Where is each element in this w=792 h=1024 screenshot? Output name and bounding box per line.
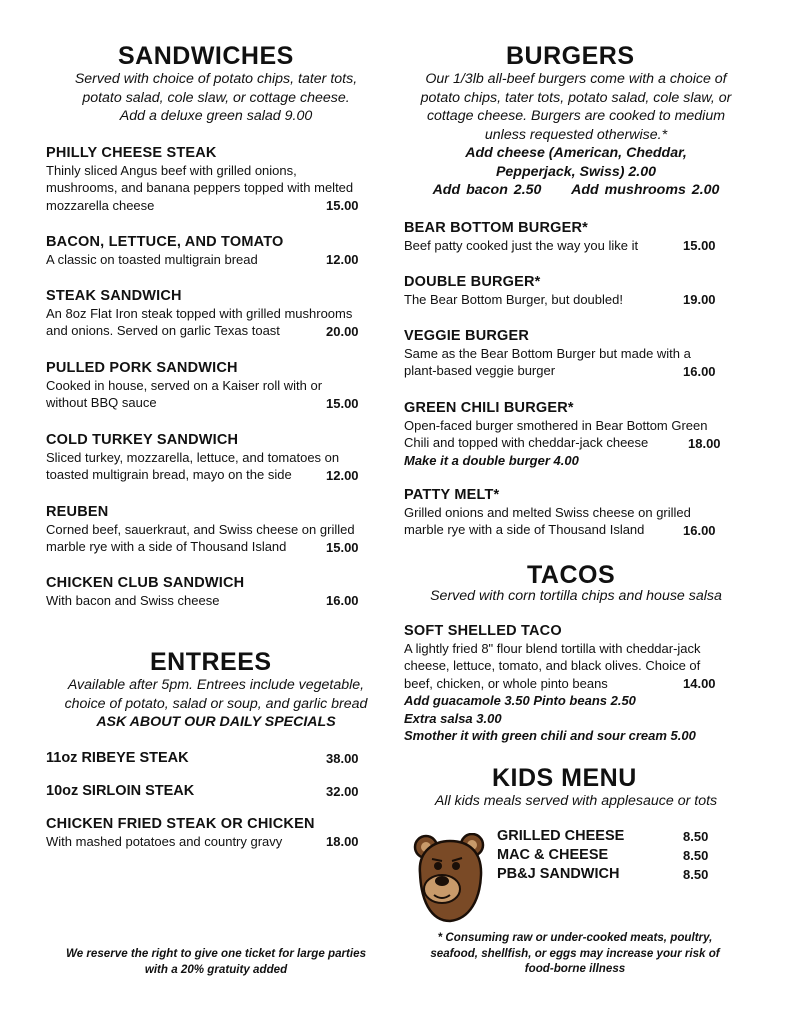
tacos-title: TACOS	[527, 561, 616, 589]
menu-item-double-burger: DOUBLE BURGER* The Bear Bottom Burger, but doubled! 19.00	[404, 274, 716, 307]
menu-item-reuben: REUBEN Corned beef, sauerkraut, and Swiss cheese on grilled marble rye with a side of Thousand Island 15.00	[46, 504, 359, 555]
price: 8.50	[683, 829, 709, 844]
kids-item-grilled-cheese: GRILLED CHEESE	[497, 828, 625, 844]
entree-chicken-fried: CHICKEN FRIED STEAK OR CHICKEN With mashed potatoes and country gravy 18.00	[46, 816, 359, 849]
menu-item-bear-bottom: BEAR BOTTOM BURGER* Beef patty cooked just the way you like it 15.00	[404, 220, 716, 253]
price: 18.00	[688, 436, 721, 451]
price: 12.00	[326, 468, 359, 483]
menu-item-veggie-burger: VEGGIE BURGER Same as the Bear Bottom Burger but made with a plant-based veggie burger 16.00	[404, 328, 716, 379]
price: 32.00	[326, 784, 359, 799]
price: 15.00	[326, 198, 359, 213]
menu-item-green-chili-burger: GREEN CHILI BURGER* Open-faced burger smothered in Bear Bottom Green Chili and topped with cheddar-jack cheese Make it a double burger 4.00 18.00	[404, 399, 750, 469]
price: 8.50	[683, 867, 709, 882]
kids-item-mac-cheese: MAC & CHEESE	[497, 847, 609, 863]
menu-item-blt: BACON, LETTUCE, AND TOMATO A classic on toasted multigrain bread 12.00	[46, 234, 359, 267]
price: 16.00	[326, 593, 359, 608]
sandwiches-title: SANDWICHES	[118, 42, 294, 70]
tacos-description: Served with corn tortilla chips and house salsa	[430, 588, 722, 604]
add-bacon: Add bacon 2.50	[432, 182, 542, 198]
price: 16.00	[683, 364, 716, 379]
price: 38.00	[326, 751, 359, 766]
entrees-description: Available after 5pm. Entrees include vegetable, choice of potato, salad or soup, and garlic bread ASK ABOUT OUR DAILY SPECIALS	[36, 676, 396, 732]
kids-menu-title: KIDS MENU	[492, 764, 637, 792]
menu-item-steak-sandwich: STEAK SANDWICH An 8oz Flat Iron steak topped with grilled mushrooms and onions. Served on garlic Texas toast 20.00	[46, 288, 359, 339]
raw-food-warning: * Consuming raw or under-cooked meats, poultry, seafood, shellfish, or eggs may increase your risk of food-borne illness	[430, 931, 720, 975]
menu-item-philly: PHILLY CHEESE STEAK Thinly sliced Angus beef with grilled onions, mushrooms, and banana peppers topped with melted mozzarella cheese 15.00	[46, 145, 359, 213]
gratuity-note: We reserve the right to give one ticket for large parties with a 20% gratuity added	[65, 947, 367, 976]
burgers-description: Our 1/3lb all-beef burgers come with a choice of potato chips, tater tots, potato salad, cole slaw, or cottage cheese. Burgers are cooked to medium unless requested otherwise.* Add cheese (American, Cheddar, Pepperjack, Swiss) 2.00 Add bacon 2.50 Add mushrooms 2.00	[420, 71, 732, 198]
menu-item-cold-turkey: COLD TURKEY SANDWICH Sliced turkey, mozzarella, lettuce, and tomatoes on toasted multigrain bread, mayo on the side 12.00	[46, 432, 359, 483]
entree-sirloin: 10oz SIRLOIN STEAK	[46, 783, 195, 799]
add-mushrooms: Add mushrooms 2.00	[571, 182, 720, 198]
price: 12.00	[326, 252, 359, 267]
price: 19.00	[683, 292, 716, 307]
price: 18.00	[326, 834, 359, 849]
sandwiches-description: Served with choice of potato chips, tater tots, potato salad, cole slaw, or cottage cheese. Add a deluxe green salad 9.00	[74, 71, 358, 124]
price: 20.00	[326, 324, 359, 339]
menu-item-chicken-club: CHICKEN CLUB SANDWICH With bacon and Swiss cheese 16.00	[46, 575, 359, 608]
daily-specials-note: ASK ABOUT OUR DAILY SPECIALS	[96, 714, 336, 730]
kids-item-pbj: PB&J SANDWICH	[497, 866, 620, 882]
kids-description: All kids meals served with applesauce or tots	[434, 793, 718, 809]
price: 15.00	[683, 238, 716, 253]
burgers-title: BURGERS	[506, 42, 635, 70]
price: 15.00	[326, 396, 359, 411]
price: 15.00	[326, 540, 359, 555]
menu-item-patty-melt: PATTY MELT* Grilled onions and melted Swiss cheese on grilled marble rye with a side of Thousand Island 16.00	[404, 487, 716, 538]
bear-icon	[412, 833, 488, 925]
menu-item-pulled-pork: PULLED PORK SANDWICH Cooked in house, served on a Kaiser roll with or without BBQ sauce 15.00	[46, 360, 359, 411]
price: 16.00	[683, 523, 716, 538]
menu-item-soft-taco: SOFT SHELLED TACO A lightly fried 8" flour blend tortilla with cheddar-jack cheese, lettuce, tomato, and black olives. Choice of beef, chicken, or whole pinto beans Add guacamole 3.50 Pinto beans 2.50 Extra salsa 3.00 Smother it with green chili and sour cream 5.00 14.00	[404, 623, 716, 744]
price: 8.50	[683, 848, 709, 863]
entree-ribeye: 11oz RIBEYE STEAK	[46, 750, 189, 766]
entrees-title: ENTREES	[150, 648, 272, 676]
price: 14.00	[683, 676, 716, 691]
double-burger-addon: Make it a double burger 4.00	[404, 452, 579, 468]
